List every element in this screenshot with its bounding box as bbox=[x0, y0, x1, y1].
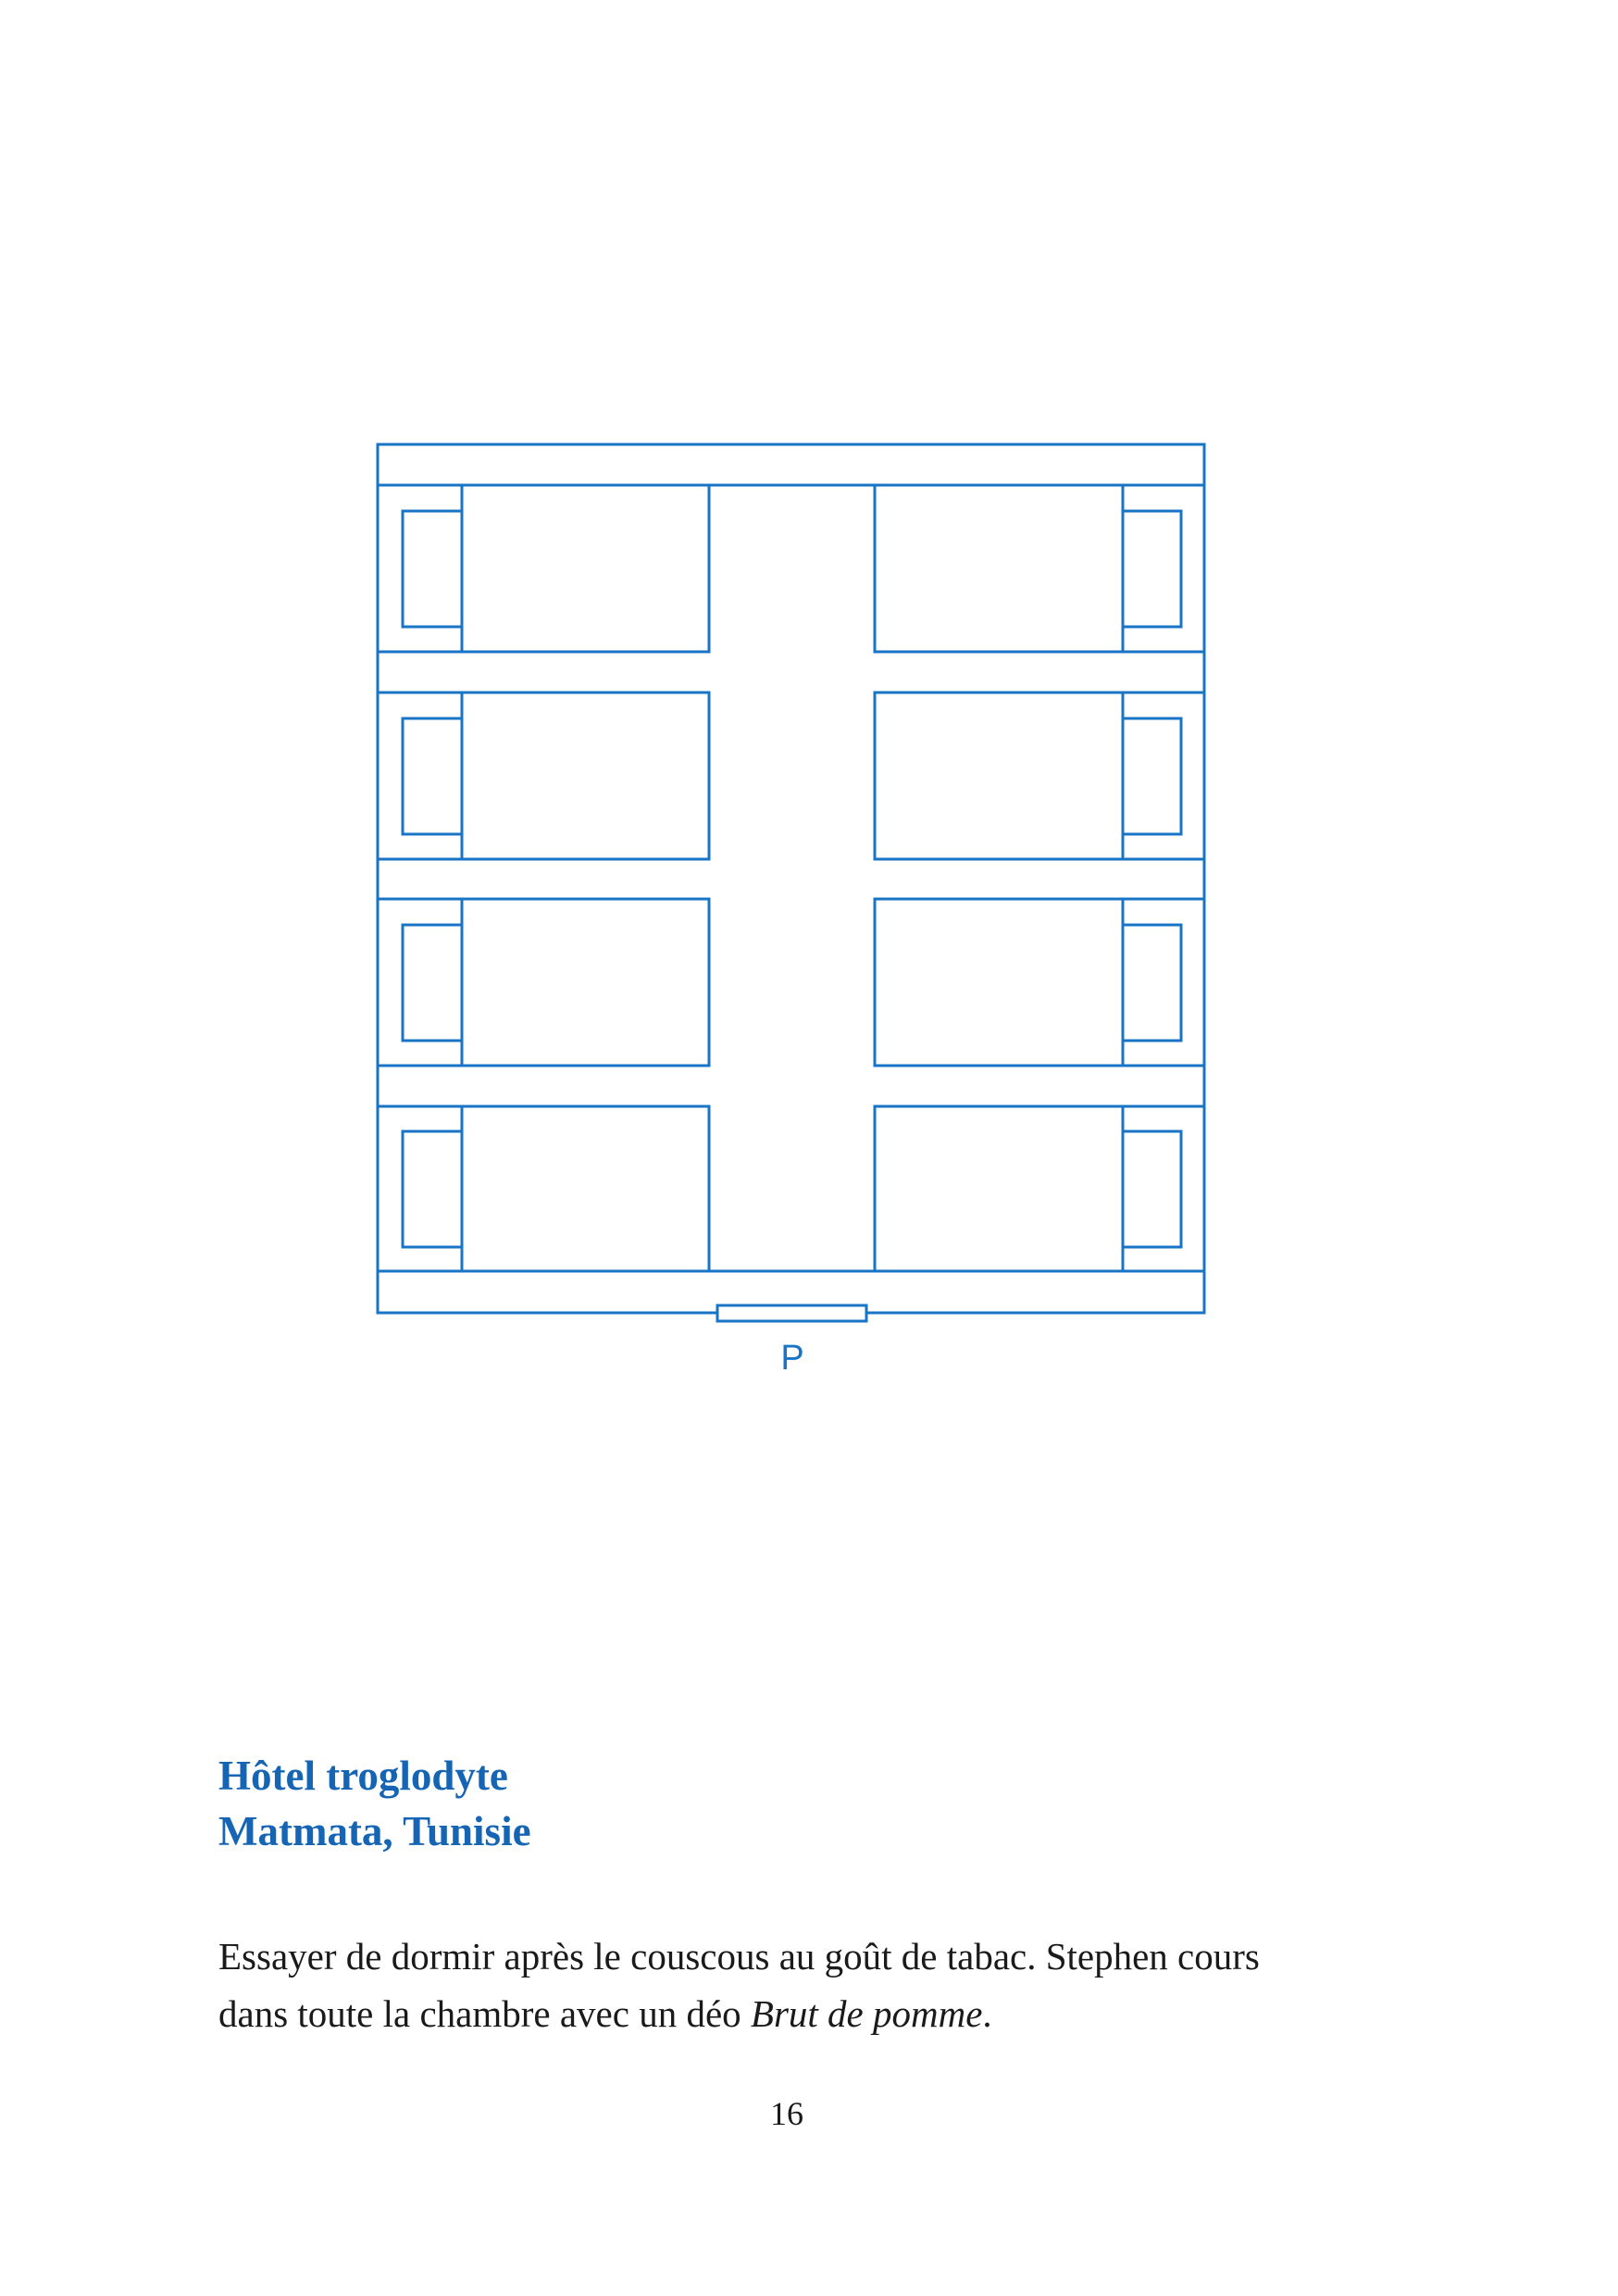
bed-right-1 bbox=[875, 485, 1204, 652]
heading bbox=[218, 1748, 531, 1859]
body-line-2-end: . bbox=[982, 1992, 992, 2035]
body-line-2-text: dans toute la chambre avec un déo bbox=[218, 1992, 751, 2035]
pillow bbox=[1123, 925, 1181, 1041]
bed-right-2 bbox=[875, 693, 1204, 859]
bed-left-1 bbox=[378, 485, 709, 652]
body-line-2 bbox=[218, 1985, 1422, 2042]
bed-left-4 bbox=[378, 1106, 709, 1271]
heading-location: Matmata, Tunisie bbox=[218, 1808, 531, 1854]
room-outline bbox=[378, 444, 1204, 1313]
pillow bbox=[1123, 718, 1181, 834]
heading-title: Hôtel troglodyte bbox=[218, 1753, 508, 1799]
bed-right-4 bbox=[875, 1106, 1204, 1271]
bed-right-3 bbox=[875, 899, 1204, 1066]
page-number: 16 bbox=[770, 2095, 803, 2132]
pillow bbox=[1123, 1131, 1181, 1247]
brand-name: Brut de pomme bbox=[750, 1992, 983, 2035]
door-label: P bbox=[780, 1339, 804, 1378]
pillow bbox=[403, 511, 462, 627]
pillow bbox=[403, 718, 462, 834]
body-paragraph bbox=[218, 1928, 1422, 2042]
pillow bbox=[1123, 511, 1181, 627]
pillow bbox=[403, 1131, 462, 1247]
body-line-1: Essayer de dormir après le couscous au goût de tabac. Stephen cours bbox=[218, 1935, 1260, 1978]
bed-left-2 bbox=[378, 693, 709, 859]
door bbox=[717, 1305, 866, 1321]
pillow bbox=[403, 925, 462, 1041]
bed-left-3 bbox=[378, 899, 709, 1066]
